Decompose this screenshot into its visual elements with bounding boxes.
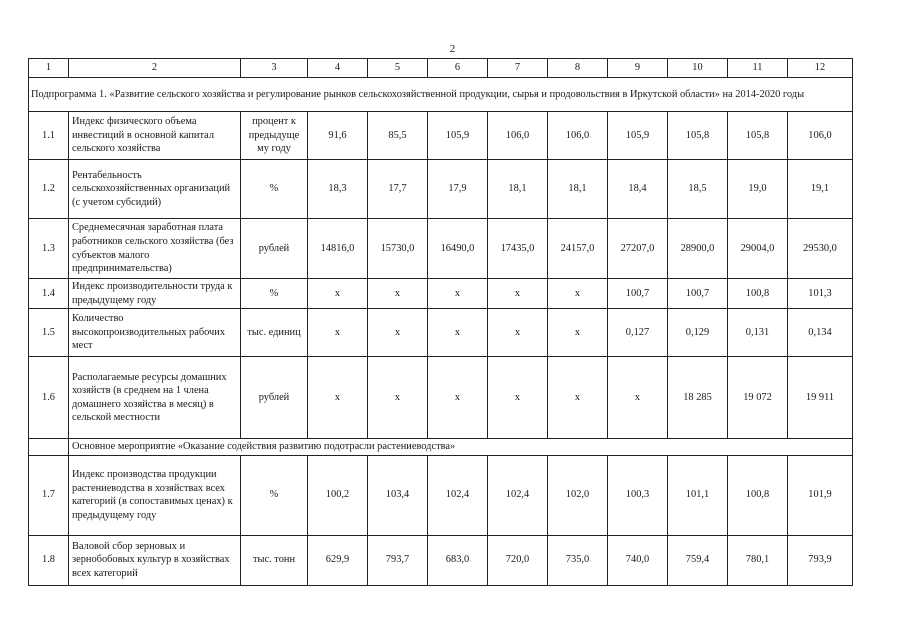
column-number-cell: 3	[241, 59, 308, 78]
unit-cell: тыс. тонн	[241, 535, 308, 585]
value-cell: 629,9	[308, 535, 368, 585]
unit-cell: тыс. единиц	[241, 309, 308, 357]
value-cell: х	[608, 357, 668, 439]
value-cell: 24157,0	[548, 219, 608, 279]
table-row	[29, 219, 853, 279]
column-number-row	[29, 59, 853, 78]
indicator-name: Среднемесячная заработная плата работников сельского хозяйства (без субъектов малого предпринимательства)	[69, 219, 241, 279]
value-cell: 0,134	[788, 309, 853, 357]
unit-cell: %	[241, 279, 308, 309]
subprogram-row	[29, 78, 853, 112]
value-cell: 19,0	[728, 160, 788, 219]
row-number: 1.2	[29, 160, 69, 219]
table-row	[29, 160, 853, 219]
value-cell: 759,4	[668, 535, 728, 585]
table-row	[29, 309, 853, 357]
row-number: 1.8	[29, 535, 69, 585]
column-number-cell: 12	[788, 59, 853, 78]
indicator-name: Индекс физического объема инвестиций в основной капитал сельского хозяйства	[69, 112, 241, 160]
column-number-cell: 11	[728, 59, 788, 78]
column-number-cell: 5	[368, 59, 428, 78]
value-cell: х	[428, 357, 488, 439]
table-row	[29, 535, 853, 585]
value-cell: 780,1	[728, 535, 788, 585]
row-number: 1.6	[29, 357, 69, 439]
column-number-cell: 7	[488, 59, 548, 78]
column-number-cell: 1	[29, 59, 69, 78]
main-activity-row	[29, 439, 853, 456]
value-cell: 14816,0	[308, 219, 368, 279]
indicator-name: Индекс производительности труда к предыдущему году	[69, 279, 241, 309]
value-cell: 720,0	[488, 535, 548, 585]
page-number: 2	[449, 43, 456, 55]
unit-cell: рублей	[241, 219, 308, 279]
table-row	[29, 357, 853, 439]
value-cell: 106,0	[548, 112, 608, 160]
value-cell: 105,9	[428, 112, 488, 160]
indicator-name: Располагаемые ресурсы домашних хозяйств (в среднем на 1 члена домашнего хозяйства в месяц) в сельской местности	[69, 357, 241, 439]
table-row	[29, 455, 853, 535]
value-cell: 0,131	[728, 309, 788, 357]
value-cell: 18,3	[308, 160, 368, 219]
value-cell: 106,0	[788, 112, 853, 160]
value-cell: 105,9	[608, 112, 668, 160]
value-cell: 19,1	[788, 160, 853, 219]
value-cell: 735,0	[548, 535, 608, 585]
value-cell: 102,0	[548, 455, 608, 535]
value-cell: 100,8	[728, 279, 788, 309]
value-cell: х	[488, 357, 548, 439]
table-row	[29, 112, 853, 160]
value-cell: х	[428, 279, 488, 309]
value-cell: 91,6	[308, 112, 368, 160]
column-number-cell: 2	[69, 59, 241, 78]
value-cell: х	[548, 309, 608, 357]
indicator-name: Рентабельность сельскохозяйственных организаций (с учетом субсидий)	[69, 160, 241, 219]
value-cell: х	[308, 279, 368, 309]
column-number-cell: 10	[668, 59, 728, 78]
indicator-name: Количество высокопроизводительных рабочих мест	[69, 309, 241, 357]
value-cell: 17435,0	[488, 219, 548, 279]
value-cell: 683,0	[428, 535, 488, 585]
value-cell: 0,127	[608, 309, 668, 357]
value-cell: х	[548, 357, 608, 439]
value-cell: 101,9	[788, 455, 853, 535]
value-cell: 102,4	[488, 455, 548, 535]
row-number: 1.3	[29, 219, 69, 279]
value-cell: 16490,0	[428, 219, 488, 279]
indicators-table	[28, 58, 853, 586]
value-cell: х	[548, 279, 608, 309]
row-number: 1.4	[29, 279, 69, 309]
value-cell: х	[308, 309, 368, 357]
value-cell: х	[368, 309, 428, 357]
value-cell: 0,129	[668, 309, 728, 357]
value-cell: х	[488, 309, 548, 357]
unit-cell: %	[241, 160, 308, 219]
value-cell: 18 285	[668, 357, 728, 439]
value-cell: 101,1	[668, 455, 728, 535]
value-cell: 29004,0	[728, 219, 788, 279]
value-cell: 17,9	[428, 160, 488, 219]
value-cell: 85,5	[368, 112, 428, 160]
unit-cell: %	[241, 455, 308, 535]
indicator-name: Индекс производства продукции растениеводства в хозяйствах всех категорий (в сопоставимых ценах) к предыдущему году	[69, 455, 241, 535]
value-cell: 106,0	[488, 112, 548, 160]
value-cell: 19 072	[728, 357, 788, 439]
value-cell: 101,3	[788, 279, 853, 309]
value-cell: 103,4	[368, 455, 428, 535]
value-cell: х	[368, 279, 428, 309]
value-cell: 18,1	[488, 160, 548, 219]
value-cell: 15730,0	[368, 219, 428, 279]
value-cell: 28900,0	[668, 219, 728, 279]
value-cell: х	[488, 279, 548, 309]
value-cell: х	[368, 357, 428, 439]
unit-cell: процент к предыдуще му году	[241, 112, 308, 160]
value-cell: 100,2	[308, 455, 368, 535]
value-cell: 105,8	[668, 112, 728, 160]
main-activity-spacer	[29, 439, 69, 456]
value-cell: 17,7	[368, 160, 428, 219]
value-cell: 18,5	[668, 160, 728, 219]
value-cell: 19 911	[788, 357, 853, 439]
value-cell: 100,3	[608, 455, 668, 535]
value-cell: 793,7	[368, 535, 428, 585]
value-cell: х	[428, 309, 488, 357]
indicator-name: Валовой сбор зерновых и зернобобовых культур в хозяйствах всех категорий	[69, 535, 241, 585]
value-cell: х	[308, 357, 368, 439]
value-cell: 100,8	[728, 455, 788, 535]
value-cell: 793,9	[788, 535, 853, 585]
column-number-cell: 9	[608, 59, 668, 78]
value-cell: 29530,0	[788, 219, 853, 279]
row-number: 1.5	[29, 309, 69, 357]
value-cell: 27207,0	[608, 219, 668, 279]
value-cell: 18,1	[548, 160, 608, 219]
value-cell: 105,8	[728, 112, 788, 160]
value-cell: 18,4	[608, 160, 668, 219]
row-number: 1.1	[29, 112, 69, 160]
value-cell: 100,7	[608, 279, 668, 309]
table-row	[29, 279, 853, 309]
subprogram-title: Подпрограмма 1. «Развитие сельского хозяйства и регулирование рынков сельскохозяйственной продукции, сырья и продовольствия в Иркутской области» на 2014-2020 годы	[29, 78, 853, 112]
main-activity-title: Основное мероприятие «Оказание содействия развитию подотрасли растениеводства»	[69, 439, 853, 456]
value-cell: 740,0	[608, 535, 668, 585]
column-number-cell: 6	[428, 59, 488, 78]
value-cell: 102,4	[428, 455, 488, 535]
unit-cell: рублей	[241, 357, 308, 439]
column-number-cell: 8	[548, 59, 608, 78]
column-number-cell: 4	[308, 59, 368, 78]
value-cell: 100,7	[668, 279, 728, 309]
row-number: 1.7	[29, 455, 69, 535]
